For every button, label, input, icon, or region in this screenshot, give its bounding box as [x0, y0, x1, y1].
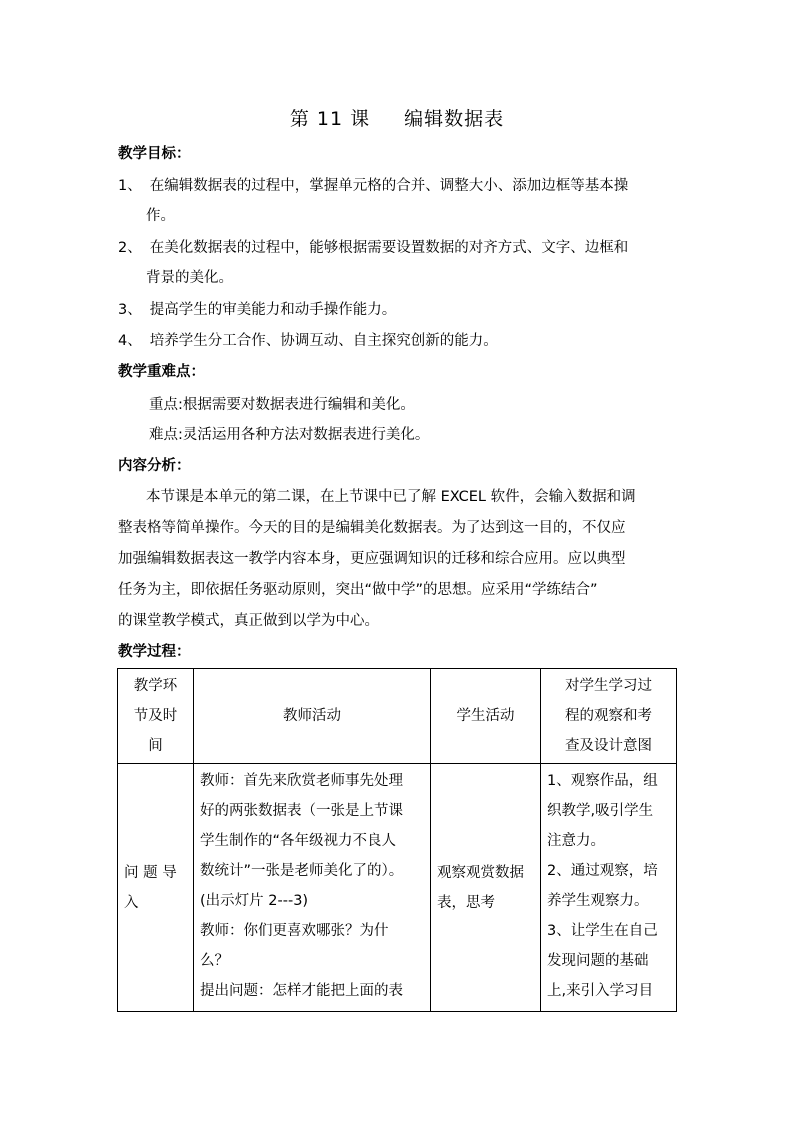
- teacher-line: 么？: [200, 953, 229, 969]
- objective-item-2-cont: 背景的美化。: [146, 270, 233, 286]
- table-header-row: [118, 669, 677, 764]
- process-heading: 教学过程：: [118, 644, 191, 660]
- cell-teacher: [194, 764, 431, 1012]
- key-points-heading: 教学重难点：: [118, 364, 205, 380]
- header-intent-line: 查及设计意图: [565, 738, 652, 754]
- teacher-line: 提出问题：怎样才能把上面的表: [200, 983, 403, 999]
- stage-line: 入: [124, 894, 139, 911]
- teacher-line: 数统计”一张是老师美化了的）。: [200, 863, 404, 879]
- analysis-line: 整表格等简单操作。今天的目的是编辑美化数据表。为了达到这一目的，不仅应: [118, 520, 626, 536]
- teacher-line: (出示灯片 2---3): [200, 893, 309, 909]
- header-intent-line: 程的观察和考: [565, 708, 652, 724]
- header-student: 学生活动: [431, 669, 541, 764]
- header-teacher: 教师活动: [194, 669, 431, 764]
- process-table: [117, 668, 677, 1012]
- objective-text: 培养学生分工合作、协调互动、自主探究创新的能力。: [149, 333, 498, 349]
- objectives-heading: 教学目标：: [118, 146, 191, 162]
- teacher-line: 教师：首先来欣赏老师事先处理: [200, 773, 403, 789]
- intent-line: 织教学,吸引学生: [547, 803, 654, 819]
- objective-text: 在编辑数据表的过程中，掌握单元格的合并、调整大小、添加边框等基本操: [149, 178, 629, 194]
- teacher-line: 学生制作的“各年级视力不良人: [200, 833, 397, 849]
- cell-stage: [118, 764, 194, 1012]
- header-stage-line: 教学环: [133, 678, 178, 694]
- analysis-line: 的课堂教学模式，真正做到以学为中心。: [118, 613, 379, 629]
- objective-text: 在美化数据表的过程中，能够根据需要设置数据的对齐方式、文字、边框和: [149, 240, 629, 256]
- objective-number: 4、: [118, 333, 142, 349]
- objective-item-1: [118, 176, 628, 196]
- header-intent-line: 对学生学习过: [565, 678, 652, 694]
- objective-item-2: [118, 238, 628, 258]
- analysis-line: 本节课是本单元的第二课，在上节课中已了解 EXCEL 软件，会输入数据和调: [146, 489, 636, 505]
- lesson-title: [0, 104, 794, 131]
- analysis-heading: 内容分析：: [118, 458, 191, 474]
- intent-line: 发现问题的基础: [547, 953, 649, 969]
- intent-line: 上,来引入学习目: [547, 983, 654, 999]
- header-intent: [541, 669, 677, 764]
- cell-intent: [541, 764, 677, 1012]
- header-stage: [118, 669, 194, 764]
- student-line: 表，思考: [437, 894, 495, 911]
- lesson-name: 编辑数据表: [404, 108, 505, 130]
- objective-item-4: [118, 331, 498, 351]
- objective-number: 3、: [118, 302, 142, 318]
- objective-number: 2、: [118, 240, 142, 256]
- intent-line: 养学生观察力。: [547, 893, 649, 909]
- objective-number: 1、: [118, 178, 142, 194]
- cell-student: [431, 764, 541, 1012]
- student-line: 观察观赏数据: [437, 864, 524, 881]
- intent-line: 1、观察作品，组: [547, 773, 658, 789]
- table-row: [118, 764, 677, 1012]
- intent-line: 注意力。: [547, 833, 605, 849]
- teacher-line: 教师：你们更喜欢哪张？为什: [200, 923, 389, 939]
- teacher-line: 好的两张数据表（一张是上节课: [200, 803, 403, 819]
- objective-item-3: [118, 300, 396, 320]
- difficult-point: 难点:灵活运用各种方法对数据表进行美化。: [149, 427, 430, 443]
- stage-line: 问 题 导: [124, 864, 177, 881]
- header-stage-line: 间: [148, 738, 163, 754]
- header-stage-line: 节及时: [133, 708, 178, 724]
- lesson-number: 第 11 课: [289, 108, 371, 130]
- key-point: 重点:根据需要对数据表进行编辑和美化。: [149, 397, 415, 413]
- intent-line: 3、让学生在自己: [547, 923, 658, 939]
- analysis-line: 加强编辑数据表这一教学内容本身，更应强调知识的迁移和综合应用。应以典型: [118, 551, 626, 567]
- analysis-line: 任务为主，即依据任务驱动原则，突出“做中学”的思想。应采用“学练结合”: [118, 582, 598, 598]
- objective-text: 提高学生的审美能力和动手操作能力。: [149, 302, 397, 318]
- objective-item-1-cont: 作。: [146, 208, 175, 224]
- intent-line: 2、通过观察，培: [547, 863, 658, 879]
